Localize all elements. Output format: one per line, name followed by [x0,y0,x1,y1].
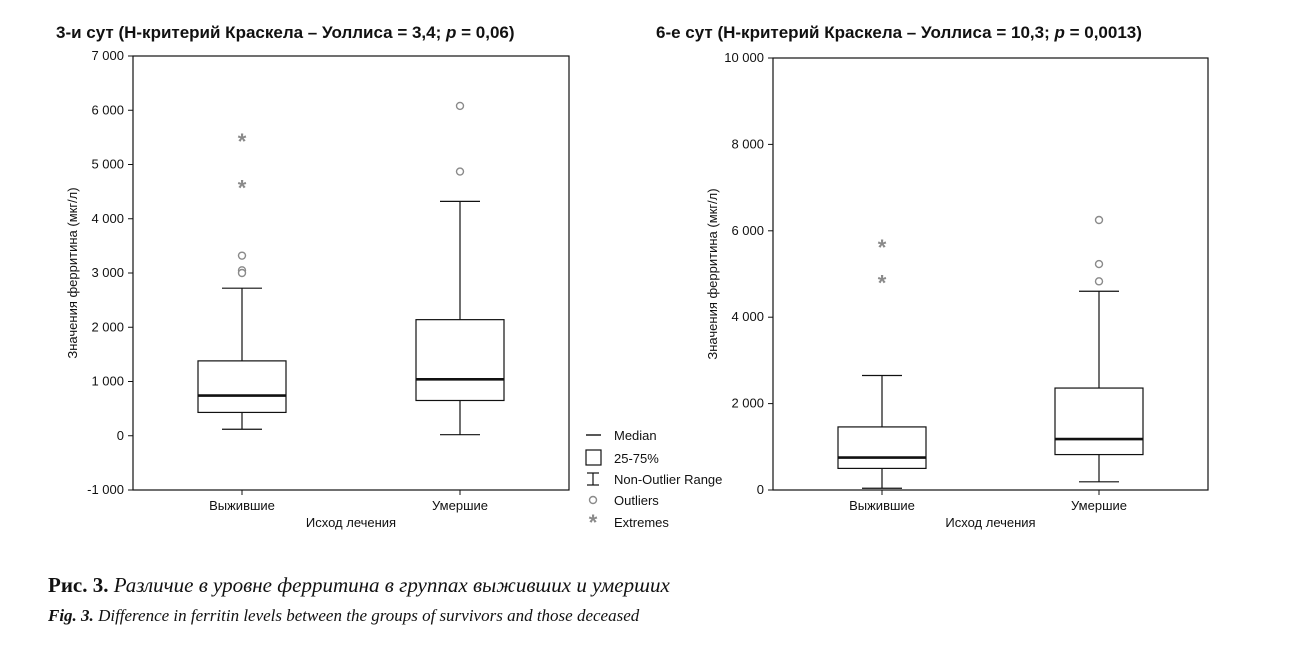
outlier-point [1096,261,1103,268]
chart-title-day3: 3-и сут (Н-критерий Краскела – Уоллиса = 3,4; p = 0,06) [56,23,515,42]
extreme-point: * [877,235,887,261]
figure-caption-en: Fig. 3. Difference in ferritin levels between the groups of survivors and those deceased [48,606,640,625]
iqr-box [198,361,286,413]
y-tick-label: 10 000 [724,50,764,65]
legend-range-label: Non-Outlier Range [614,472,723,487]
y-tick-label: 1 000 [91,373,124,389]
x-axis-label: Исход лечения [945,515,1036,530]
figure-caption-ru: Рис. 3. Различие в уровне ферритина в группах выживших и умерших [48,573,670,597]
extreme-point: * [237,175,247,201]
y-tick-label: 6 000 [91,102,124,118]
y-tick-label: 0 [756,482,764,497]
y-tick-label: 8 000 [731,136,764,152]
plot-frame [133,56,569,490]
y-tick-label: 7 000 [91,48,124,63]
extreme-point: * [237,129,247,155]
y-axis-label: Значения ферритина (мкг/л) [65,187,80,359]
outlier-point [239,252,246,259]
x-tick-label: Выжившие [209,498,275,513]
outlier-point [457,102,464,109]
iqr-box [416,320,504,401]
y-tick-label: 4 000 [731,309,764,325]
y-tick-label: 4 000 [91,210,124,226]
outlier-point [1096,217,1103,224]
x-axis-label: Исход лечения [305,515,397,530]
legend-outliers-label: Outliers [614,493,659,508]
legend-outlier-swatch [590,497,597,504]
chart-title-day6: 6-е сут (Н-критерий Краскела – Уоллиса = 10,3; p = 0,0013) [656,23,1142,42]
outlier-point [457,168,464,175]
legend-iqr-label: 25-75% [614,451,659,466]
y-tick-label: 5 000 [91,156,124,172]
legend-median-label: Median [614,428,657,443]
y-tick-label: -1 000 [87,482,124,497]
y-tick-label: 6 000 [731,222,764,238]
extreme-point: * [877,270,887,296]
outlier-point [239,270,246,277]
y-axis-label: Значения ферритина (мкг/л) [705,188,720,360]
iqr-box [1055,388,1143,455]
legend-extremes-label: Extremes [614,515,669,530]
legend-extreme-swatch: * [588,510,598,535]
y-tick-label: 0 [116,427,124,443]
y-tick-label: 3 000 [91,265,124,280]
outlier-point [1096,278,1103,285]
x-tick-label: Умершие [1071,498,1127,513]
legend-iqr-swatch [586,450,601,465]
y-tick-label: 2 000 [731,395,764,411]
x-tick-label: Умершие [432,498,488,513]
x-tick-label: Выжившие [849,498,915,513]
y-tick-label: 2 000 [91,319,124,335]
iqr-box [838,427,926,468]
